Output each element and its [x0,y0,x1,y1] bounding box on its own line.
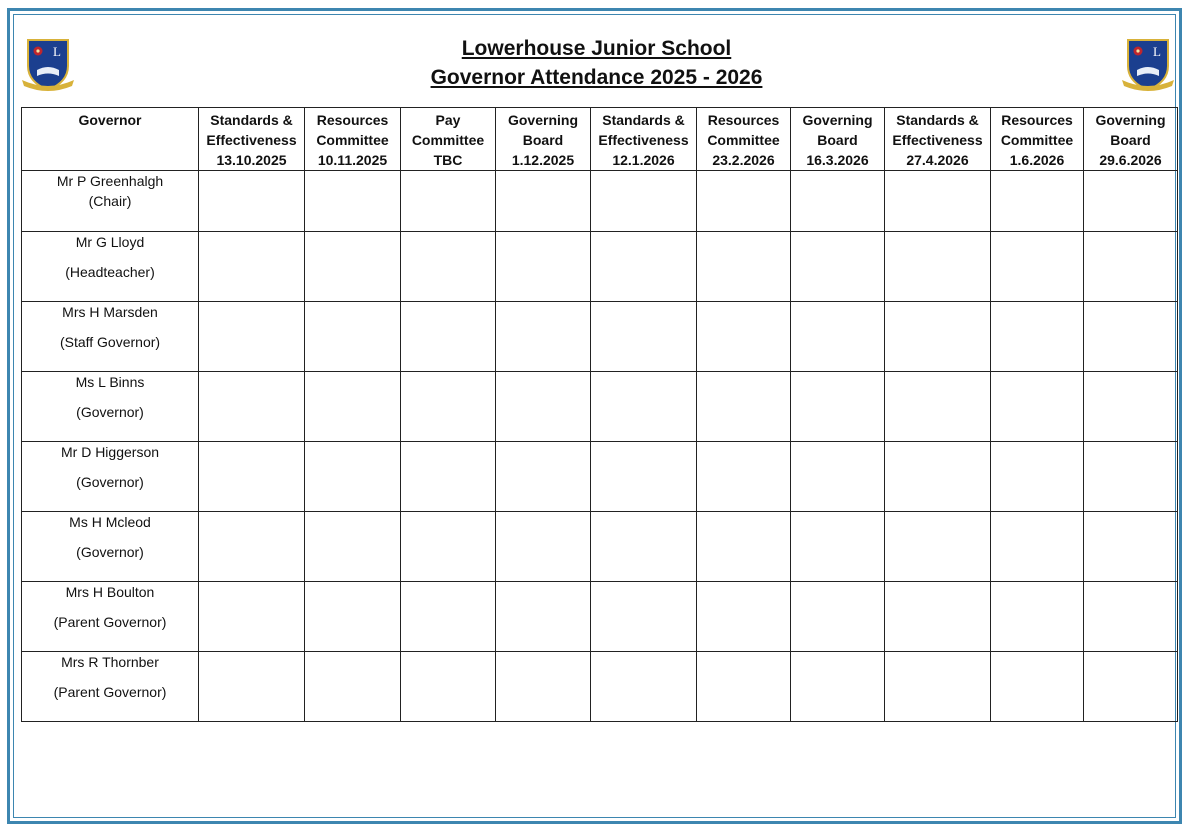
governor-row [22,171,1178,232]
governor-name: Mr G Lloyd [75,234,145,250]
meeting-date: 12.1.2026 [612,152,675,168]
attendance-cell[interactable] [591,302,697,372]
meeting-name-line1: Governing [507,112,578,128]
school-name-heading: Lowerhouse Junior School [461,37,732,60]
attendance-cell[interactable] [199,171,305,232]
meeting-name-line1: Resources [1001,112,1073,128]
governor-role: (Headteacher) [65,264,155,280]
attendance-cell[interactable] [496,232,591,302]
meeting-name-line2: Board [817,132,858,148]
attendance-cell[interactable] [1084,302,1178,372]
governor-row [22,582,1178,652]
attendance-cell[interactable] [991,171,1084,232]
governor-row [22,232,1178,302]
meeting-column-header [496,108,591,171]
attendance-cell[interactable] [697,232,791,302]
meeting-name-line2: Effectiveness [598,132,689,148]
attendance-cell[interactable] [697,582,791,652]
meeting-date: 23.2.2026 [712,152,775,168]
governor-role: (Governor) [76,544,144,560]
document-title-heading: Governor Attendance 2025 - 2026 [430,66,763,89]
governor-column-header: Governor [22,108,199,171]
governor-role: (Parent Governor) [53,614,167,630]
governor-name: Mr D Higgerson [60,444,160,460]
meeting-name-line2: Effectiveness [206,132,297,148]
attendance-cell[interactable] [991,232,1084,302]
attendance-cell[interactable] [401,442,496,512]
attendance-cell[interactable] [1084,442,1178,512]
attendance-cell[interactable] [305,582,401,652]
attendance-cell[interactable] [885,582,991,652]
attendance-cell[interactable] [305,652,401,722]
attendance-cell[interactable] [885,232,991,302]
governor-cell [22,512,199,582]
attendance-cell[interactable] [697,171,791,232]
attendance-cell[interactable] [199,652,305,722]
meeting-column-header [791,108,885,171]
attendance-cell[interactable] [591,512,697,582]
attendance-cell[interactable] [496,442,591,512]
governor-row [22,512,1178,582]
attendance-cell[interactable] [1084,512,1178,582]
attendance-cell[interactable] [305,171,401,232]
attendance-cell[interactable] [591,442,697,512]
meeting-name-line2: Committee [316,132,389,148]
attendance-cell[interactable] [199,372,305,442]
crest-letter: L [1153,44,1161,59]
attendance-cell[interactable] [591,232,697,302]
meeting-name-line1: Standards & [602,112,685,128]
attendance-cell[interactable] [199,512,305,582]
governor-cell [22,442,199,512]
attendance-cell[interactable] [496,302,591,372]
attendance-cell[interactable] [991,582,1084,652]
attendance-cell[interactable] [991,442,1084,512]
attendance-cell[interactable] [791,171,885,232]
governor-name: Mrs H Marsden [62,304,158,320]
governor-cell [22,372,199,442]
meeting-name-line1: Pay [435,112,461,128]
governor-row [22,372,1178,442]
attendance-cell[interactable] [591,372,697,442]
attendance-cell[interactable] [1084,232,1178,302]
governor-row [22,652,1178,722]
governor-row [22,302,1178,372]
governor-cell [22,582,199,652]
attendance-cell[interactable] [401,512,496,582]
meeting-date: 29.6.2026 [1099,152,1162,168]
attendance-cell[interactable] [791,232,885,302]
attendance-table [21,107,1178,722]
governor-cell [22,302,199,372]
attendance-cell[interactable] [697,512,791,582]
meeting-date: 27.4.2026 [906,152,969,168]
meeting-name-line2: Board [522,132,564,148]
attendance-cell[interactable] [401,302,496,372]
governor-role: (Staff Governor) [59,334,161,350]
attendance-cell[interactable] [697,302,791,372]
meeting-date: 13.10.2025 [216,152,287,168]
attendance-cell[interactable] [1084,582,1178,652]
meeting-column-header [591,108,697,171]
attendance-cell[interactable] [791,442,885,512]
attendance-cell[interactable] [991,512,1084,582]
governor-cell [22,171,199,232]
attendance-cell[interactable] [496,512,591,582]
meeting-name-line1: Standards & [210,112,293,128]
attendance-cell[interactable] [199,442,305,512]
attendance-cell[interactable] [991,372,1084,442]
attendance-cell[interactable] [885,652,991,722]
governor-role: (Governor) [76,474,144,490]
attendance-cell[interactable] [496,171,591,232]
governor-cell [22,652,199,722]
meeting-name-line1: Governing [1095,112,1166,128]
attendance-cell[interactable] [791,582,885,652]
governor-name: Ms L Binns [75,374,145,390]
attendance-cell[interactable] [199,302,305,372]
attendance-cell[interactable] [791,372,885,442]
attendance-cell[interactable] [591,582,697,652]
attendance-cell[interactable] [885,171,991,232]
meeting-column-header [305,108,401,171]
attendance-cell[interactable] [401,582,496,652]
attendance-cell[interactable] [791,302,885,372]
meeting-name-line1: Resources [316,112,389,128]
attendance-cell[interactable] [496,652,591,722]
attendance-cell[interactable] [401,171,496,232]
meeting-name-line1: Governing [802,112,873,128]
attendance-cell[interactable] [885,442,991,512]
meeting-date: 16.3.2026 [806,152,869,168]
meeting-date: 10.11.2025 [317,152,388,168]
attendance-cell[interactable] [1084,372,1178,442]
attendance-cell[interactable] [401,232,496,302]
governor-row [22,442,1178,512]
attendance-cell[interactable] [697,652,791,722]
attendance-cell[interactable] [885,372,991,442]
meeting-name-line1: Standards & [896,112,979,128]
header-row [22,108,1178,171]
attendance-cell[interactable] [791,652,885,722]
meeting-column-header [991,108,1084,171]
meeting-column-header [1084,108,1178,171]
governor-role: (Governor) [76,404,144,420]
meeting-column-header [885,108,991,171]
meeting-date: 1.12.2025 [511,152,575,168]
meeting-name-line2: Effectiveness [892,132,983,148]
governor-name: Ms H Mcleod [69,514,151,530]
meeting-date: TBC [433,152,463,168]
governor-role: (Chair) [88,193,132,209]
attendance-cell[interactable] [305,232,401,302]
attendance-cell[interactable] [496,372,591,442]
attendance-cell[interactable] [305,442,401,512]
attendance-cell[interactable] [697,442,791,512]
crest-letter: L [53,44,61,59]
attendance-cell[interactable] [1084,171,1178,232]
attendance-cell[interactable] [991,652,1084,722]
meeting-date: 1.6.2026 [1009,152,1065,168]
attendance-cell[interactable] [697,372,791,442]
governor-name: Mr P Greenhalgh [56,173,164,189]
attendance-cell[interactable] [885,302,991,372]
meeting-name-line2: Committee [1000,132,1074,148]
meeting-name-line2: Committee [707,132,780,148]
attendance-cell[interactable] [199,582,305,652]
meeting-column-header [199,108,305,171]
meeting-name-line2: Committee [411,132,485,148]
attendance-cell[interactable] [591,652,697,722]
governor-role: (Parent Governor) [53,684,167,700]
attendance-cell[interactable] [199,232,305,302]
governor-cell [22,232,199,302]
attendance-cell[interactable] [496,582,591,652]
attendance-cell[interactable] [305,302,401,372]
meeting-name-line2: Board [1110,132,1151,148]
attendance-cell[interactable] [991,302,1084,372]
attendance-cell[interactable] [305,512,401,582]
governor-name: Mrs H Boulton [65,584,155,600]
attendance-cell[interactable] [305,372,401,442]
governor-name: Mrs R Thornber [61,654,159,670]
meeting-name-line1: Resources [707,112,780,128]
attendance-cell[interactable] [591,171,697,232]
meeting-column-header [401,108,496,171]
attendance-cell[interactable] [885,512,991,582]
attendance-cell[interactable] [401,372,496,442]
attendance-cell[interactable] [791,512,885,582]
meeting-column-header [697,108,791,171]
attendance-cell[interactable] [1084,652,1178,722]
attendance-cell[interactable] [401,652,496,722]
